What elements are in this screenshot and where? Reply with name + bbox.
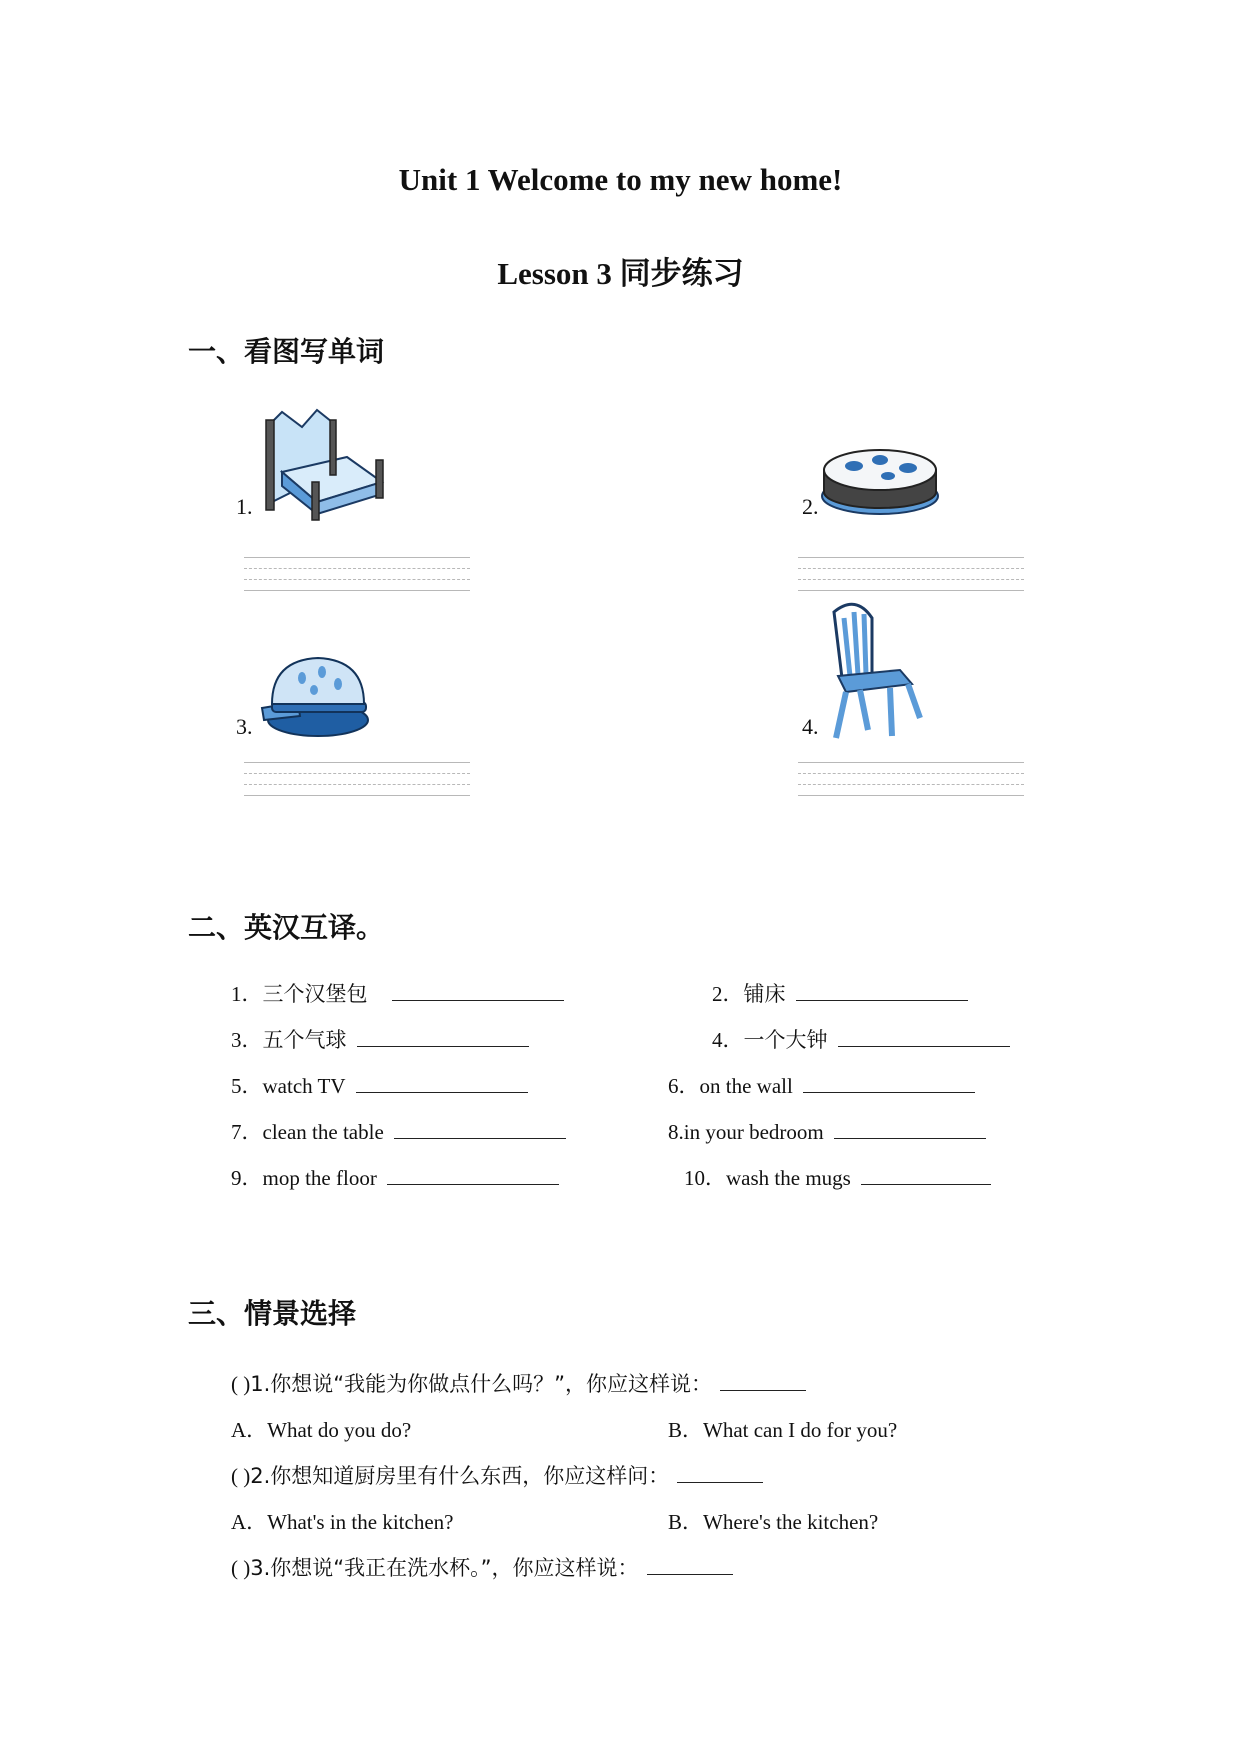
picture-number: 4.: [802, 714, 819, 739]
translation-item: [231, 1070, 528, 1100]
translation-item: [668, 1070, 975, 1100]
item-text: 铺床: [743, 982, 786, 1006]
answer-blank[interactable]: [394, 1116, 566, 1139]
translation-item: [668, 1116, 986, 1145]
item-text: 五个气球: [262, 1028, 347, 1052]
answer-blank[interactable]: [803, 1070, 975, 1093]
answer-blank[interactable]: [387, 1162, 559, 1185]
item-number: 3．: [231, 1028, 263, 1052]
picture-number: 3.: [236, 714, 253, 739]
translation-item: [231, 978, 564, 1008]
item-number: 4．: [712, 1028, 744, 1052]
answer-blank[interactable]: [834, 1116, 986, 1139]
question-text: 2.你想知道厨房里有什么东西，你应这样问：: [250, 1464, 670, 1488]
question-text: 1.你想说“我能为你做点什么吗？”，你应这样说：: [250, 1372, 713, 1396]
hamburger-icon: [258, 650, 376, 740]
item-text: mop the floor: [262, 1166, 377, 1190]
answer-blank[interactable]: [796, 978, 968, 1001]
choice-question: [231, 1460, 763, 1490]
translation-item: [712, 978, 968, 1008]
translation-item: [684, 1162, 991, 1192]
item-text: clean the table: [262, 1120, 384, 1144]
writing-lines[interactable]: [798, 762, 1024, 802]
item-number: 6．: [668, 1074, 700, 1098]
answer-blank[interactable]: [838, 1024, 1010, 1047]
item-number: 2．: [712, 982, 744, 1006]
translation-item: [231, 1116, 566, 1146]
chair-icon: [816, 598, 926, 740]
item-number: 8.: [668, 1120, 684, 1144]
section-heading-3: 三、情景选择: [188, 1297, 357, 1330]
answer-blank[interactable]: [677, 1460, 763, 1483]
choice-question: [231, 1368, 806, 1398]
item-number: 9．: [231, 1166, 263, 1190]
translation-item: [712, 1024, 1010, 1054]
page-subtitle: Lesson 3 同步练习: [497, 256, 744, 291]
item-number: 7．: [231, 1120, 263, 1144]
answer-paren[interactable]: ( ): [231, 1372, 251, 1396]
option-b[interactable]: B．What can I do for you?: [668, 1418, 898, 1442]
cake-icon: [818, 430, 942, 522]
picture-number: 2.: [802, 494, 819, 519]
translation-item: [231, 1024, 529, 1054]
question-text: 3.你想说“我正在洗水杯。”，你应这样说：: [250, 1556, 639, 1580]
answer-blank[interactable]: [861, 1162, 991, 1185]
writing-lines[interactable]: [244, 762, 470, 802]
option-b[interactable]: B．Where's the kitchen?: [668, 1510, 879, 1534]
option-a[interactable]: A．What's in the kitchen?: [231, 1510, 454, 1534]
answer-paren[interactable]: ( ): [231, 1464, 251, 1488]
picture-number: 1.: [236, 494, 253, 519]
answer-blank[interactable]: [720, 1368, 806, 1391]
page-title: Unit 1 Welcome to my new home!: [398, 162, 843, 197]
item-number: 10．: [684, 1166, 726, 1190]
section-heading-1: 一、看图写单词: [188, 335, 385, 368]
answer-blank[interactable]: [647, 1552, 733, 1575]
item-text: on the wall: [699, 1074, 793, 1098]
bed-icon: [252, 402, 392, 522]
item-text: 三个汉堡包: [262, 982, 368, 1006]
item-number: 1．: [231, 982, 263, 1006]
answer-blank[interactable]: [392, 978, 564, 1001]
section-heading-2: 二、英汉互译。: [188, 911, 385, 944]
item-text: 一个大钟: [743, 1028, 828, 1052]
option-a[interactable]: A．What do you do?: [231, 1418, 412, 1442]
translation-item: [231, 1162, 559, 1192]
answer-paren[interactable]: ( ): [231, 1556, 251, 1580]
choice-question: [231, 1552, 733, 1582]
item-text: in your bedroom: [683, 1120, 824, 1144]
item-text: wash the mugs: [726, 1166, 851, 1190]
item-text: watch TV: [262, 1074, 346, 1098]
writing-lines[interactable]: [244, 557, 470, 597]
answer-blank[interactable]: [357, 1024, 529, 1047]
answer-blank[interactable]: [356, 1070, 528, 1093]
writing-lines[interactable]: [798, 557, 1024, 597]
item-number: 5．: [231, 1074, 263, 1098]
